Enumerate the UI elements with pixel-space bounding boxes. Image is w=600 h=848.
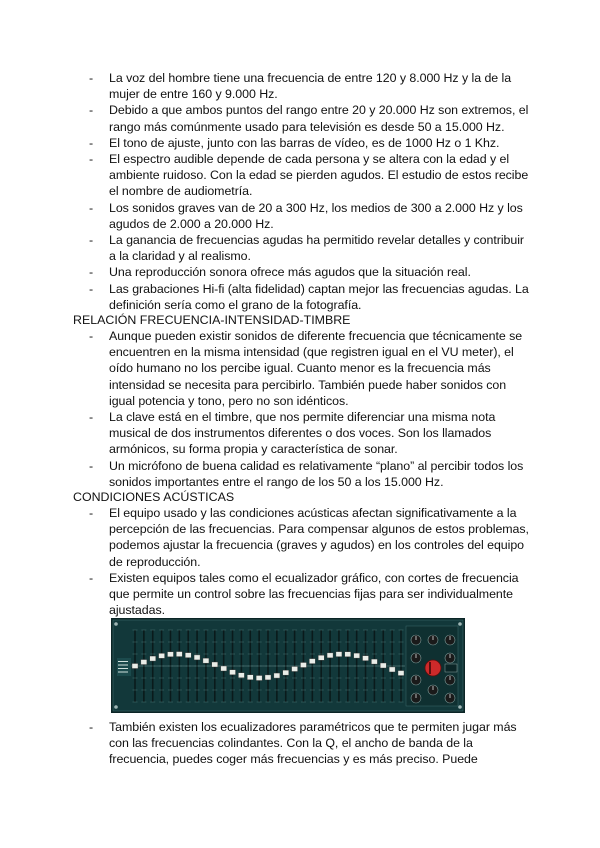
text-line: de reproducción. (109, 554, 201, 569)
bullet-list-acoustics (0, 505, 600, 618)
text-line: oído humano no los percibe igual. Cuanto menor es la frecuencia más (109, 361, 491, 376)
eq-slider-knob (274, 673, 280, 678)
eq-slider-knob (380, 663, 386, 668)
bullet-dash: - (89, 233, 94, 248)
bullet-dash: - (89, 458, 94, 473)
text-line: que permite un control sobre las frecuencias fijas para ser individualmente (109, 587, 513, 602)
frequency-bullet-item (0, 70, 529, 102)
eq-slider-knob (221, 666, 227, 671)
eq-slider-knob (363, 656, 369, 661)
bullet-dash: - (89, 720, 94, 734)
text-line: Existen equipos tales como el ecualizador gráfico, con cortes de frecuencia (109, 570, 519, 585)
eq-slider-knob (265, 675, 271, 680)
text-line: Aunque pueden existir sonidos de diferente frecuencia que técnicamente se (109, 329, 523, 343)
eq-label-text-mark (118, 661, 128, 662)
eq-power-button-mark (429, 662, 431, 674)
bullet-dash: - (89, 71, 94, 85)
section-heading-condiciones: CONDICIONES ACÚSTICAS (73, 490, 235, 504)
text-line: agudos de 2.000 a 20.000 Hz. (109, 216, 274, 231)
bullet-dash: - (89, 265, 94, 280)
frequency-bullet-item (0, 200, 529, 232)
text-line: musical de dos instrumentos diferentes o dos voces. Son los llamados (109, 426, 492, 441)
text-line: rango más comúnmente usado para televisión es desde 50 a 15.000 Hz. (109, 119, 505, 134)
bullet-dash: - (89, 135, 94, 150)
eq-slider-knob (300, 662, 306, 667)
frequency-bullet-item (0, 264, 529, 280)
eq-slider-knob (345, 652, 351, 657)
eq-slider-knob (327, 653, 333, 658)
eq-slider-knob (247, 675, 253, 680)
text-line: Debido a que ambos puntos del rango entre 20 y 20.000 Hz son extremos, el (109, 103, 529, 118)
text-line: También existen los ecualizadores paramétricos que te permiten jugar más (109, 720, 517, 734)
eq-brand-badge (445, 664, 457, 672)
intensity-bullet-item (0, 458, 529, 490)
bullet-dash: - (89, 410, 94, 425)
eq-model-label (117, 658, 131, 676)
eq-slider-knob (194, 655, 200, 660)
text-line: El espectro audible depende de cada persona y se altera con la edad y el (109, 152, 510, 167)
text-line: Los sonidos graves van de 20 a 300 Hz, los medios de 300 a 2.000 Hz y los (109, 200, 523, 215)
rack-screw (114, 622, 118, 626)
text-line: definición sería como el grano de la fotografía. (109, 297, 362, 312)
bullet-list-intensity (0, 328, 600, 490)
eq-slider-knob (309, 659, 315, 664)
eq-label-text-mark (118, 672, 128, 673)
intensity-bullet-item (0, 328, 529, 409)
text-line: encuentren en la misma intensidad (que registren igual en el VU meter), el (109, 345, 514, 360)
eq-slider-knob (150, 656, 156, 661)
eq-label-text-mark (118, 668, 128, 669)
frequency-bullet-item (0, 281, 529, 313)
rack-screw (114, 705, 118, 709)
eq-slider-knob (318, 655, 324, 660)
text-line: Un micrófono de buena calidad es relativamente “plano” al percibir todos los (109, 458, 524, 473)
frequency-bullet-item (0, 151, 529, 200)
intensity-bullet-item (0, 409, 529, 458)
eq-slider-knob (371, 659, 377, 664)
bullet-list-parametric (0, 719, 600, 768)
bullet-list-frequencies (0, 70, 600, 313)
eq-slider-knob (132, 664, 138, 669)
text-line: La voz del hombre tiene una frecuencia de entre 120 y 8.000 Hz y la de la (109, 71, 512, 85)
eq-slider-knob (354, 653, 360, 658)
eq-label-text-mark (118, 665, 128, 666)
text-line: mujer de entre 160 y 9.000 Hz. (109, 87, 278, 102)
text-line: igual potencia y tono, pero no son idénticos. (109, 393, 349, 408)
frequency-bullet-item (0, 102, 529, 134)
text-line: ajustadas. (109, 603, 165, 618)
eq-slider-knob (238, 673, 244, 678)
eq-slider-knob (336, 652, 342, 657)
eq-slider-knob (389, 667, 395, 672)
text-line: sonidos importantes entre el rango de los 50 a los 15.000 Hz. (109, 474, 444, 489)
parametric-bullet-item (0, 719, 529, 768)
eq-slider-knob (176, 652, 182, 657)
eq-slider-knob (185, 653, 191, 658)
acoustics-bullet-item (0, 570, 529, 619)
eq-slider-knob (398, 671, 404, 676)
frequency-bullet-item (0, 232, 529, 264)
text-line: a la claridad y al realismo. (109, 249, 251, 264)
bullet-dash: - (89, 281, 94, 296)
eq-slider-knob (256, 675, 262, 680)
text-line: Una reproducción sonora ofrece más agudos que la situación real. (109, 265, 471, 280)
text-line: intensidad se necesita para percibirlo. También puede haber sonidos con (109, 377, 507, 392)
text-line: percepción de las frecuencias. Para compensar algunos de estos problemas, (109, 522, 529, 537)
rack-screw (458, 705, 462, 709)
text-line: El equipo usado y las condiciones acústicas afectan significativamente a la (109, 506, 517, 520)
eq-slider-knob (230, 670, 236, 675)
eq-slider-knob (292, 666, 298, 671)
eq-slider-knob (167, 652, 173, 657)
eq-slider-knob (212, 662, 218, 667)
eq-slider-knob (283, 670, 289, 675)
bullet-dash: - (89, 200, 94, 215)
rack-screw (458, 622, 462, 626)
text-line: ambiente ruidoso. Con la edad se pierden agudos. El estudio de estos recibe (109, 168, 529, 183)
bullet-dash: - (89, 103, 94, 118)
acoustics-bullet-item (0, 505, 529, 570)
section-heading-relacion: RELACIÓN FRECUENCIA-INTENSIDAD-TIMBRE (73, 313, 351, 327)
text-line: Las grabaciones Hi-fi (alta fidelidad) captan mejor las frecuencias agudas. La (109, 281, 529, 296)
bullet-dash: - (89, 152, 94, 167)
text-line: El tono de ajuste, junto con las barras de vídeo, es de 1000 Hz o 1 Khz. (109, 135, 500, 150)
text-line: armónicos, su forma propia y característica de sonar. (109, 442, 398, 457)
text-line: el nombre de audiometría. (109, 184, 253, 199)
text-line: podemos ajustar la frecuencia (graves y agudos) en los controles del equipo (109, 538, 525, 553)
text-line: La clave está en el timbre, que nos permite diferenciar una misma nota (109, 410, 496, 425)
bullet-dash: - (89, 506, 94, 520)
graphic-equalizer-photo (111, 618, 465, 713)
text-line: frecuencia, puedes coger más frecuencias y es más preciso. Puede (109, 752, 478, 767)
frequency-bullet-item (0, 135, 529, 151)
text-line: La ganancia de frecuencias agudas ha permitido revelar detalles y contribuir (109, 233, 524, 248)
bullet-dash: - (89, 329, 94, 343)
eq-slider-knob (159, 653, 165, 658)
text-line: con las frecuencias colindantes. Con la Q, el ancho de banda de la (109, 736, 473, 751)
eq-slider-knob (203, 658, 209, 663)
eq-slider-knob (141, 660, 147, 665)
bullet-dash: - (89, 570, 94, 585)
eq-power-button (425, 660, 441, 676)
